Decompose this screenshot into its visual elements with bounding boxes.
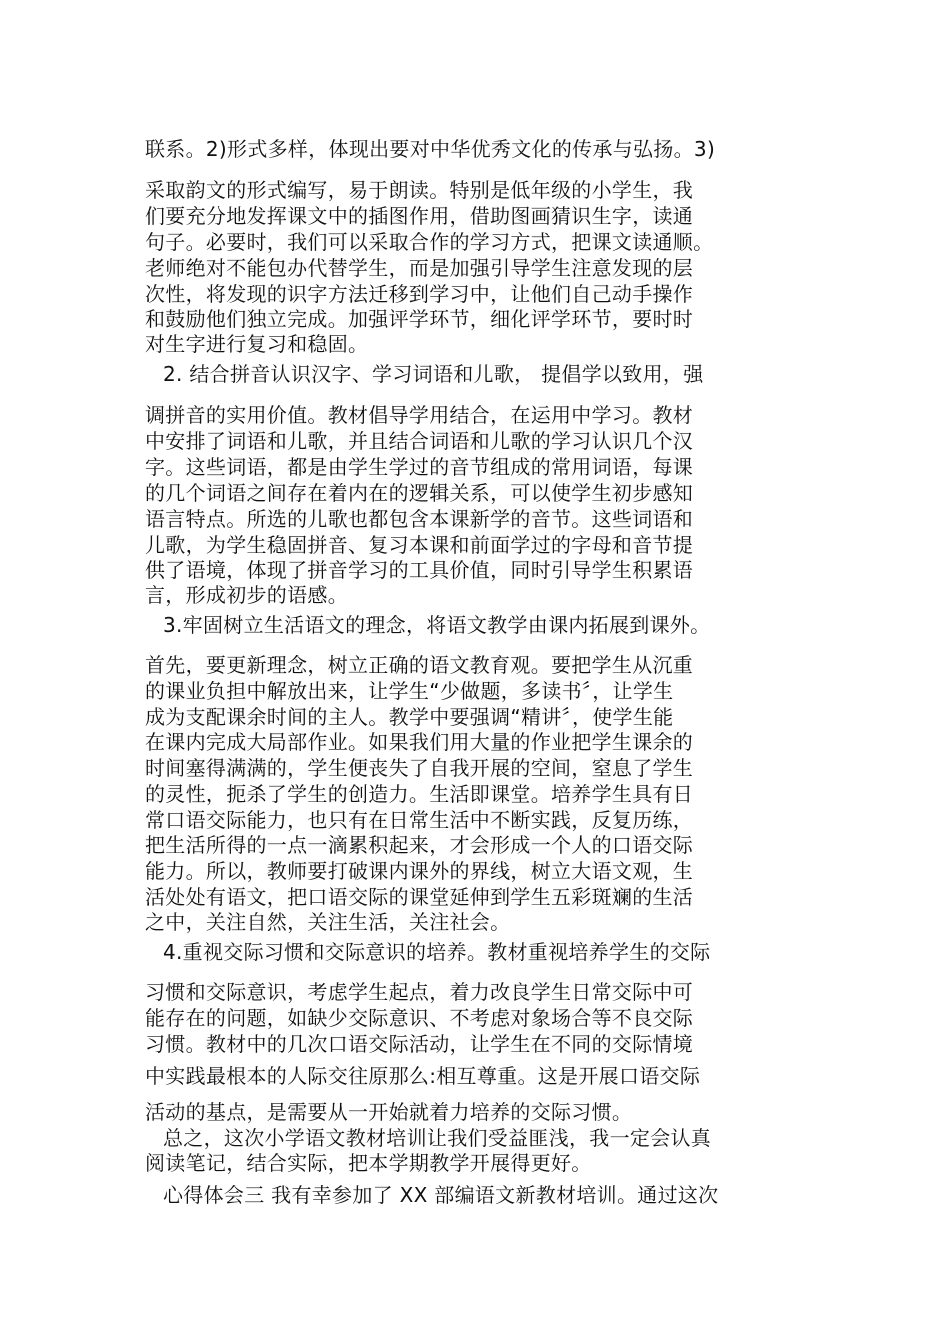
text-line: 成为支配课余时间的主人。教学中要强调“精讲〞，使学生能 — [145, 705, 674, 729]
text-line: 对生字进行复习和稳固。 — [145, 332, 369, 356]
text-line: 的几个词语之间存在着内在的逻辑关系，可以使学生初步感知 — [145, 481, 694, 505]
text-line: 的课业负担中解放出来，让学生“少做题，多读书〞，让学生 — [145, 679, 674, 703]
text-line: 时间塞得满满的，学生便丧失了自我开展的空间，窒息了学生 — [145, 756, 694, 780]
section-heading-3: 3.牢固树立生活语文的理念，将语文教学由课内拓展到课外。 — [163, 613, 711, 637]
text-line: 言，形成初步的语感。 — [145, 583, 348, 607]
text-line: 能力。所以，教师要打破课内课外的界线，树立大语文观，生 — [145, 859, 694, 883]
text-line: 阅读笔记，结合实际，把本学期教学开展得更好。 — [145, 1151, 592, 1175]
text-line: 之中，关注自然，关注生活，关注社会。 — [145, 910, 511, 934]
text-line: 采取韵文的形式编写，易于朗读。特别是低年级的小学生，我 — [145, 178, 694, 202]
text-line: 调拼音的实用价值。教材倡导学用结合，在运用中学习。教材 — [145, 403, 694, 427]
text-line: 儿歌，为学生稳固拼音、复习本课和前面学过的字母和音节提 — [145, 533, 694, 557]
text-line: 和鼓励他们独立完成。加强评学环节，细化评学环节，要时时 — [145, 307, 694, 331]
text-line: 首先，要更新理念，树立正确的语文教育观。要把学生从沉重 — [145, 653, 694, 677]
text-line: 习惯和交际意识，考虑学生起点，着力改良学生日常交际中可 — [145, 980, 694, 1004]
text-line: 字。这些词语，都是由学生学过的音节组成的常用词语，每课 — [145, 455, 694, 479]
text-line: 活处处有语文，把口语交际的课堂延伸到学生五彩斑斓的生活 — [145, 885, 694, 909]
text-line: 中实践最根本的人际交往原那么:相互尊重。这是开展口语交际 — [145, 1064, 701, 1088]
text-line: 句子。必要时，我们可以采取合作的学习方式，把课文读通顺。 — [145, 230, 714, 254]
text-line: 的灵性，扼杀了学生的创造力。生活即课堂。培养学生具有日 — [145, 782, 694, 806]
section-heading-4: 4.重视交际习惯和交际意识的培养。教材重视培养学生的交际 — [163, 940, 711, 964]
summary-paragraph: 总之，这次小学语文教材培训让我们受益匪浅，我一定会认真 — [163, 1126, 712, 1150]
text-line: 们要充分地发挥课文中的插图作用，借助图画猜识生字，读通 — [145, 204, 694, 228]
text-line: 语言特点。所选的儿歌也都包含本课新学的音节。这些词语和 — [145, 507, 694, 531]
section-heading-reflection-3: 心得体会三 我有幸参加了 XX 部编语文新教材培训。通过这次 — [163, 1183, 719, 1207]
text-line: 活动的基点，是需要从一开始就着力培养的交际习惯。 — [145, 1100, 633, 1124]
text-line: 老师绝对不能包办代替学生，而是加强引导学生注意发现的层 — [145, 256, 694, 280]
text-line: 能存在的问题，如缺少交际意识、不考虑对象场合等不良交际 — [145, 1006, 694, 1030]
text-line: 次性，将发现的识字方法迁移到学习中，让他们自己动手操作 — [145, 282, 694, 306]
text-line: 常口语交际能力，也只有在日常生活中不断实践，反复历练， — [145, 808, 694, 832]
section-heading-2: 2. 结合拼音认识汉字、学习词语和儿歌， 提倡学以致用，强 — [163, 362, 704, 386]
text-line: 把生活所得的一点一滴累积起来，才会形成一个人的口语交际 — [145, 833, 694, 857]
text-line: 联系。2)形式多样，体现出要对中华优秀文化的传承与弘扬。3) — [145, 137, 716, 161]
text-line: 在课内完成大局部作业。如果我们用大量的作业把学生课余的 — [145, 730, 694, 754]
text-line: 供了语境，体现了拼音学习的工具价值，同时引导学生积累语 — [145, 558, 694, 582]
text-line: 中安排了词语和儿歌，并且结合词语和儿歌的学习认识几个汉 — [145, 429, 694, 453]
text-line: 习惯。教材中的几次口语交际活动，让学生在不同的交际情境 — [145, 1032, 694, 1056]
